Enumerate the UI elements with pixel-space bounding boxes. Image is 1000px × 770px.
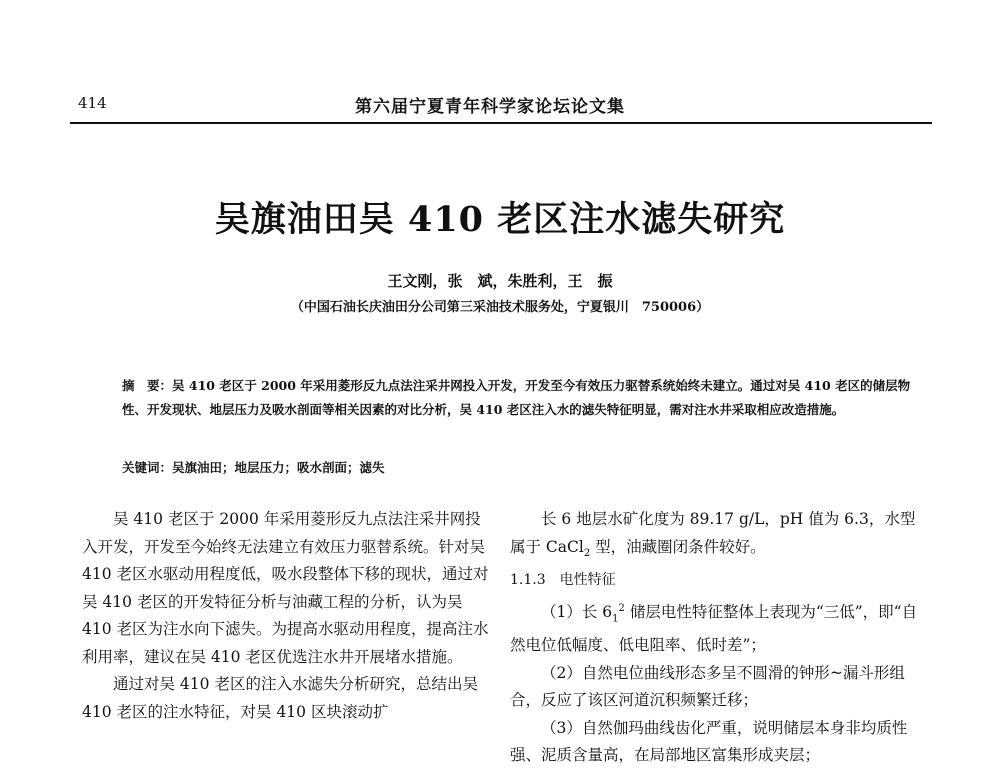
text-run: （1）长 6 bbox=[541, 602, 613, 621]
abstract bbox=[122, 374, 922, 422]
text-run: 型，油藏圈闭条件较好。 bbox=[590, 537, 766, 556]
keywords-text: 吴旗油田；地层压力；吸水剖面；滤失 bbox=[172, 460, 385, 475]
text-run: 储层电性特征整体上表现为“三低”，即“自然电位低幅度、低电阻率、低时差”； bbox=[510, 602, 918, 655]
body-paragraph: 通过对吴 410 老区的注入水滤失分析研究，总结出吴 410 老区的注水特征，对吴 410 区块滚动扩 bbox=[82, 675, 478, 721]
section-heading: 1.1.3 电性特征 bbox=[510, 572, 616, 589]
subscript: 2 bbox=[583, 547, 591, 559]
abstract-label: 摘 要： bbox=[122, 378, 173, 393]
list-item: （3）自然伽玛曲线齿化严重，说明储层本身非均质性强、泥质含量高，在局部地区富集形成夹层； bbox=[510, 718, 908, 765]
list-item: （2）自然电位曲线形态多呈不圆滑的钟形~漏斗形组合，反应了该区河道沉积频繁迁移； bbox=[510, 663, 905, 710]
header-rule bbox=[70, 122, 932, 124]
authors: 王文刚，张 斌，朱胜利，王 振 bbox=[387, 272, 613, 290]
superscript: 2 bbox=[618, 602, 625, 614]
body-paragraph: 吴 410 老区于 2000 年采用菱形反九点法注采井网投入开发，开发至今始终无法建立有效压力驱替系统。针对吴 410 老区水驱动用程度低，吸水段整体下移的现状，通过对吴 410 老区的开发特征分析与油藏工程的分析，认为吴 410 老区为注水向下滤失。为提高水驱动用程度，提高注水利用率，建议在吴 410 老区优选注水井开展堵水措施。 bbox=[82, 510, 489, 666]
body-left-column bbox=[82, 506, 492, 726]
keywords bbox=[122, 458, 922, 476]
abstract-text: 吴 410 老区于 2000 年采用菱形反九点法注采井网投入开发，开发至今有效压力驱替系统始终未建立。通过对吴 410 老区的储层物性、开发现状、地层压力及吸水剖面等相关因素的对比分析，吴 410 老区注入水的滤失特征明显，需对注水井采取相应改造措施。 bbox=[122, 378, 911, 417]
affiliation: （中国石油长庆油田分公司第三采油技术服务处，宁夏银川 750006） bbox=[290, 300, 710, 315]
subscript: 1 bbox=[612, 612, 619, 624]
body-paragraph bbox=[510, 506, 930, 567]
body-right-column bbox=[510, 506, 930, 770]
keywords-label: 关键词： bbox=[122, 460, 173, 475]
article-title: 吴旗油田吴 410 老区注水滤失研究 bbox=[214, 199, 786, 240]
list-item bbox=[510, 595, 930, 660]
running-title: 第六届宁夏青年科学家论坛论文集 bbox=[355, 97, 625, 117]
text-run: 长 6 地层水矿化度为 89.17 g/L，pH 值为 6.3，水型属于 CaCl bbox=[510, 510, 916, 556]
page-number: 414 bbox=[78, 94, 107, 112]
